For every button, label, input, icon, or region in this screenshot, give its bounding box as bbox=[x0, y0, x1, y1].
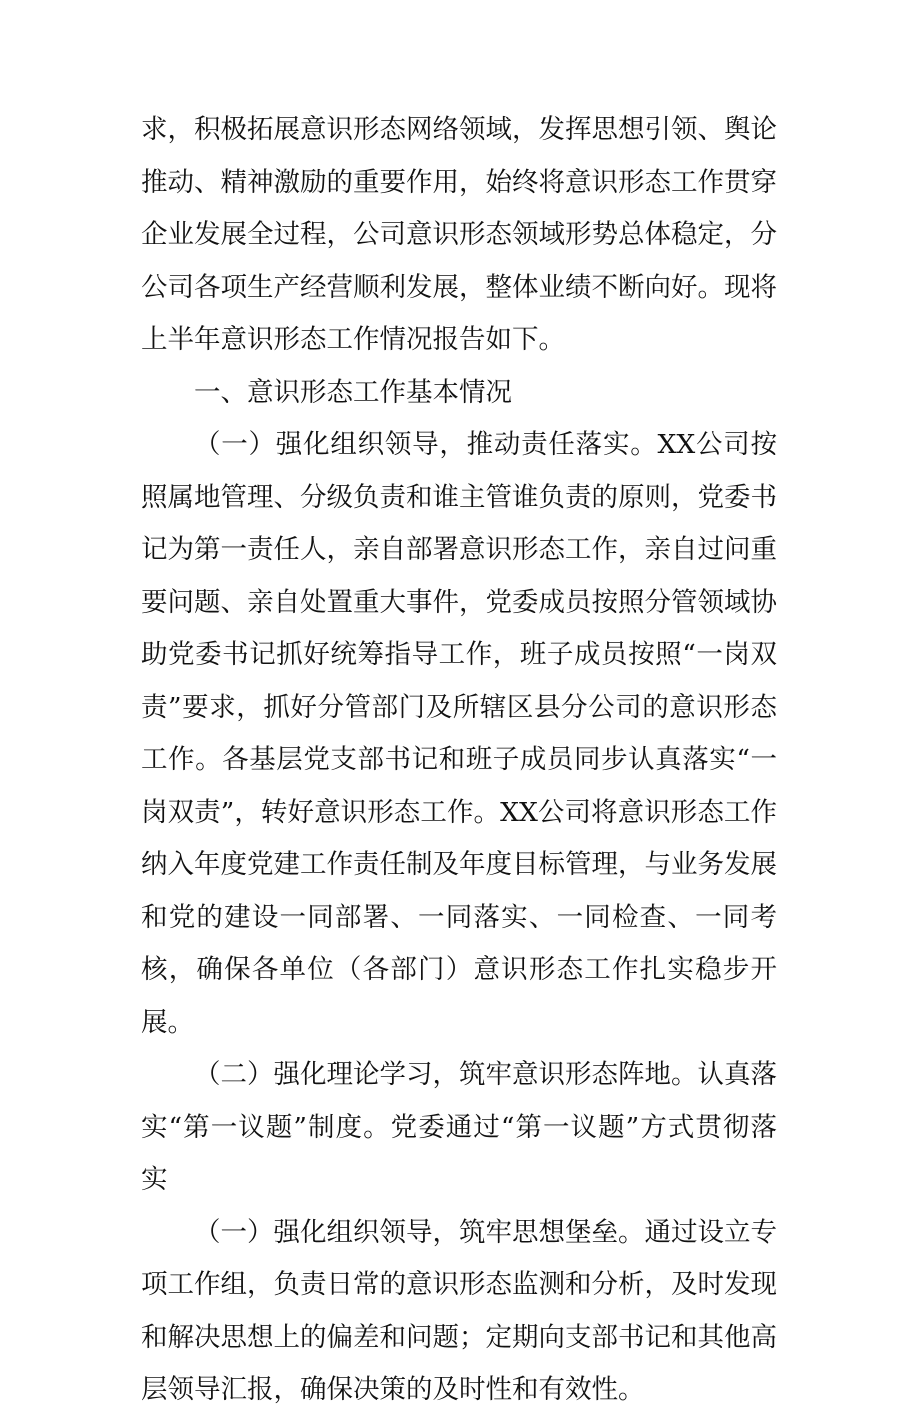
paragraph-theory-study: （二）强化理论学习，筑牢意识形态阵地。认真落实“第一议题”制度。党委通过“第一议题”方式贯彻落实 bbox=[141, 1059, 777, 1195]
paragraph-continuation: 求，积极拓展意识形态网络领域，发挥思想引领、舆论推动、精神激励的重要作用，始终将意识形态工作贯穿企业发展全过程，公司意识形态领域形势总体稳定，分公司各项生产经营顺利发展，整体业绩不断向好。现将上半年意识形态工作情况报告如下。 bbox=[141, 114, 777, 355]
section-heading: 一、意识形态工作基本情况 bbox=[194, 376, 512, 408]
paragraph-ideological-fortress: （一）强化组织领导，筑牢思想堡垒。通过设立专项工作组，负责日常的意识形态监测和分析，及时发现和解决思想上的偏差和问题；定期向支部书记和其他高层领导汇报，确保决策的及时性和有效性。 bbox=[141, 1216, 777, 1405]
paragraph-organization-leadership: （一）强化组织领导，推动责任落实。XX公司按照属地管理、分级负责和谁主管谁负责的原则，党委书记为第一责任人，亲自部署意识形态工作，亲自过问重要问题、亲自处置重大事件，党委成员按照分管领域协助党委书记抓好统筹指导工作，班子成员按照“一岗双责”要求，抓好分管部门及所辖区县分公司的意识形态工作。各基层党支部书记和班子成员同步认真落实“一岗双责”，转好意识形态工作。XX公司将意识形态工作纳入年度党建工作责任制及年度目标管理，与业务发展和党的建设一同部署、一同落实、一同检查、一同考核，确保各单位（各部门）意识形态工作扎实稳步开展。 bbox=[141, 429, 777, 1038]
document-body bbox=[141, 104, 777, 1417]
